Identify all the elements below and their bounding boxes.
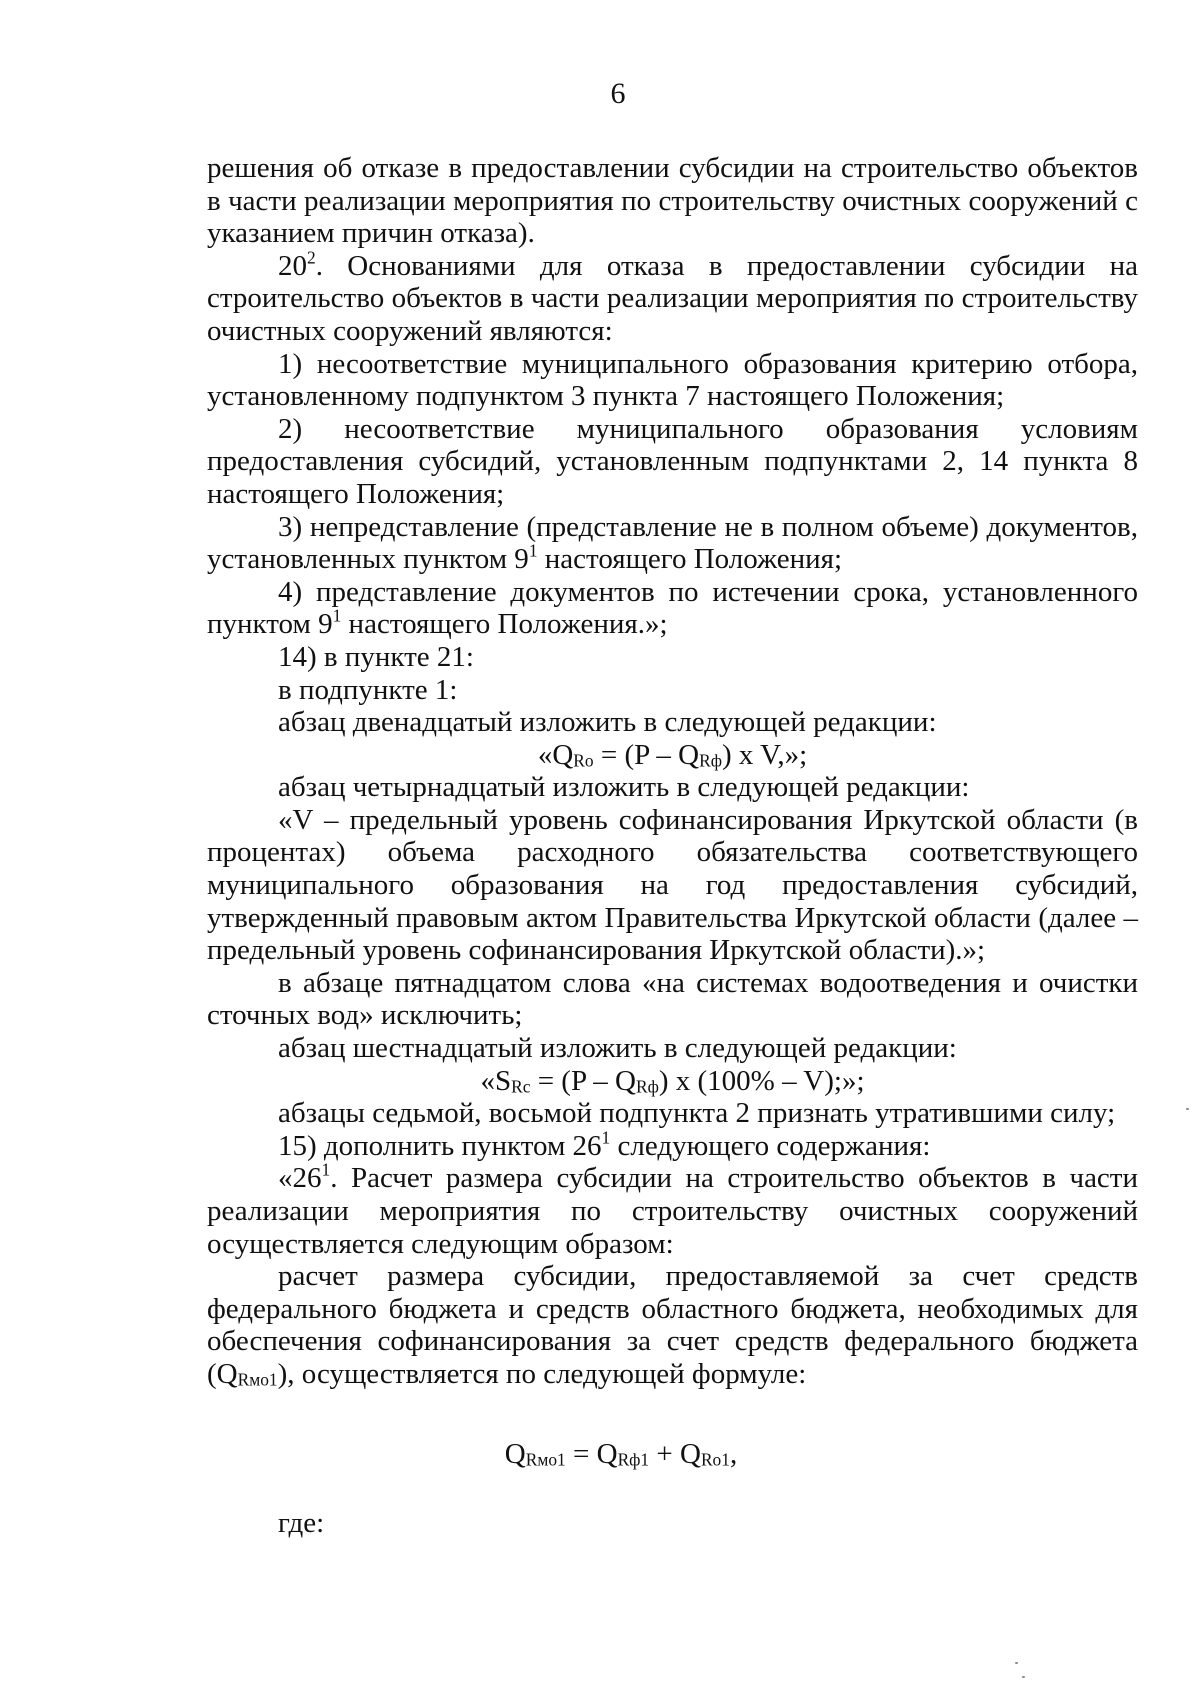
paragraph-26-1: «$26^1$. Расчет размера субсидии на строительство объектов в части реализации мероприятия по строительству очистных сооружений осуществляется следующим образом:: [207, 1160, 1138, 1260]
scan-speck: [1015, 1662, 1018, 1664]
formula-q-rmo1: $Q_{Rмо1} = Q_{Rф1} + Q_{Ro1}$,: [504, 1438, 738, 1470]
paragraph-repeal: абзацы седьмой, восьмой подпункта 2 признать утратившими силу;: [278, 1097, 1116, 1130]
paragraph-20-2-grounds: $20^2$. Основаниями для отказа в предоставлении субсидии на строительство объектов в части реализации мероприятия по строительству очистных сооружений являются:: [207, 247, 1138, 347]
paragraph-15-exclusion: в абзаце пятнадцатом слова «на системах водоотведения и очистки сточных вод» исключить;: [207, 966, 1138, 1032]
item-14-heading: 14) в пункте 21:: [278, 640, 474, 673]
list-item-2: 2) несоответствие муниципального образования условиям предоставления субсидий, установленным подпунктами 2, 14 пункта 8 настоящего Положения;: [207, 412, 1138, 510]
paragraph-14-instruction: абзац четырнадцатый изложить в следующей редакции:: [278, 771, 970, 804]
paragraph-16-instruction: абзац шестнадцатый изложить в следующей редакции:: [278, 1032, 957, 1065]
where-label: где:: [278, 1507, 325, 1539]
list-item-1: 1) несоответствие муниципального образования критерию отбора, установленному подпунктом 3 пункта 7 настоящего Положения;: [207, 347, 1138, 413]
paragraph-12-instruction: абзац двенадцатый изложить в следующей редакции:: [278, 706, 937, 739]
document-body: [207, 152, 1138, 1391]
scan-speck: [1186, 1108, 1189, 1110]
formula-q-ro: «$Q_{Ro} = (P - Q_{Rф})$ x V,»;: [537, 738, 808, 771]
formula-s-rc: «$S_{Rc} = (P - Q_{Rф})$ x (100% – V);»;: [480, 1064, 865, 1097]
subitem-1-heading: в подпункте 1:: [278, 673, 458, 706]
paragraph-v-definition: «V – предельный уровень софинансирования Иркутской области (в процентах) объема расходного обязательства соответствующего муниципального образования на год предоставления субсидий, утвержденный правовым актом Правительства Иркутской области (далее – предельный уровень софинансирования Иркутской области).»;: [207, 803, 1138, 967]
scan-speck: [1022, 1676, 1025, 1678]
paragraph-refusal-decision: решения об отказе в предоставлении субсидии на строительство объектов в части реализации мероприятия по строительству очистных сооружений с указанием причин отказа).: [207, 152, 1138, 250]
list-item-3: 3) непредставление (представление не в полном объеме) документов, установленных пунктом $9^1$ настоящего Положения;: [207, 510, 1138, 576]
list-item-4: 4) представление документов по истечении срока, установленного пунктом $9^1$ настоящего Положения.»;: [207, 575, 1138, 641]
paragraph-calculation: расчет размера субсидии, предоставляемой за счет средств федерального бюджета и средств областного бюджета, необходимых для обеспечения софинансирования за счет средств федерального бюджета $(Q_{Rмо1})$, осуществляется по следующей формуле:: [207, 1260, 1138, 1390]
page-number: 6: [610, 77, 626, 110]
item-15-heading: 15) дополнить пунктом $26^1$ следующего содержания:: [278, 1127, 931, 1162]
